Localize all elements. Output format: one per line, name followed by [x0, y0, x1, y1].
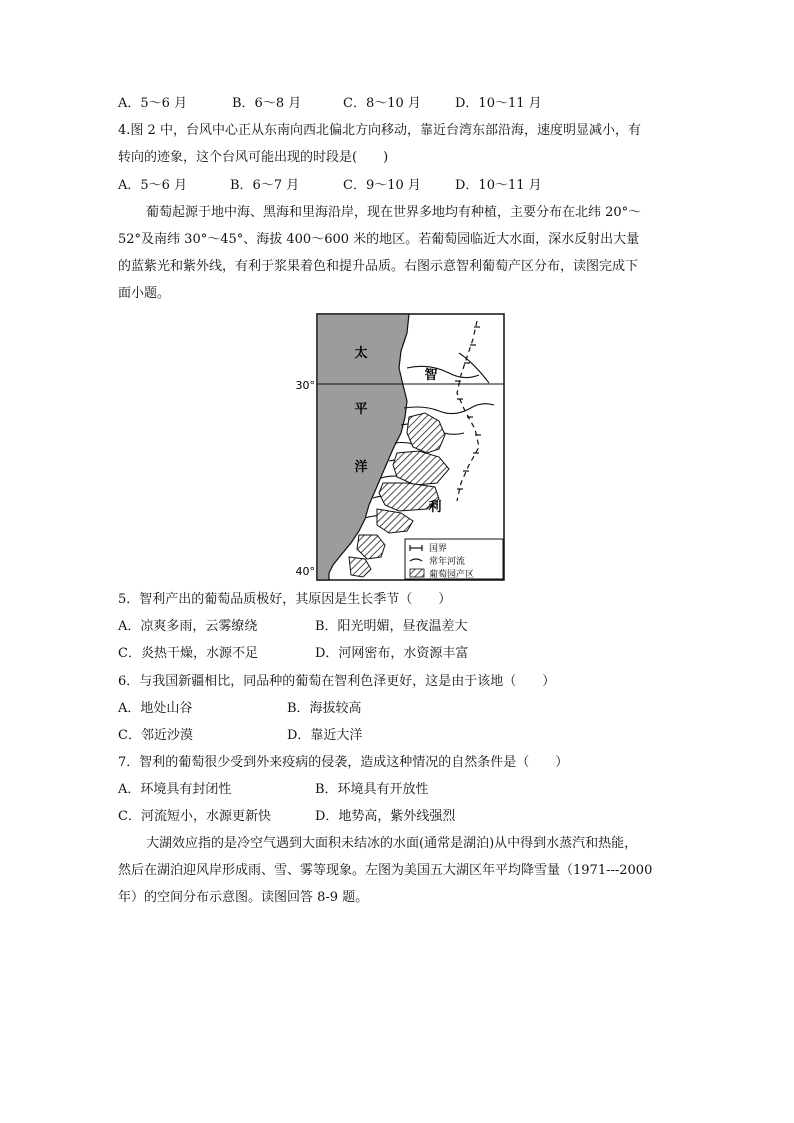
lake-intro-line2: 然后在湖泊迎风岸形成雨、雪、雾等现象。左图为美国五大湖区年平均降雪量（1971---2000: [118, 863, 653, 878]
grape-intro-line2: 52°及南纬 30°～45°、海拔 400～600 米的地区。若葡萄园临近大水面，深水反射出大量: [118, 232, 640, 247]
q6-option-b[interactable]: B．海拔较高: [287, 701, 362, 716]
q4-option-b[interactable]: B．6～7 月: [230, 178, 300, 193]
q5-option-b[interactable]: B．阳光明媚，昼夜温差大: [315, 619, 468, 634]
map-label-ocean-2: 平: [354, 402, 368, 417]
q7-option-b[interactable]: B．环境具有开放性: [315, 782, 429, 797]
q7-stem: 7．智利的葡萄很少受到外来疫病的侵袭，造成这种情况的自然条件是（ ）: [118, 755, 569, 770]
q7-option-a[interactable]: A．环境具有封闭性: [118, 782, 232, 797]
q6-option-a[interactable]: A．地处山谷: [118, 701, 193, 716]
q3-option-c[interactable]: C．8～10 月: [343, 96, 421, 111]
map-label-country-2: 利: [428, 500, 442, 515]
q5-stem: 5．智利产出的葡萄品质极好，其原因是生长季节（ ）: [118, 592, 452, 607]
q4-option-a[interactable]: A．5～6 月: [118, 178, 188, 193]
q7-option-c[interactable]: C．河流短小，水源更新快: [118, 809, 271, 824]
q5-option-c[interactable]: C．炎热干燥，水源不足: [118, 646, 258, 661]
q7-option-d[interactable]: D．地势高，紫外线强烈: [315, 809, 456, 824]
grape-intro-line4: 面小题。: [118, 286, 171, 301]
chile-vineyard-map: [289, 313, 507, 581]
q4-option-c[interactable]: C．9～10 月: [343, 178, 421, 193]
map-label-country-1: 智: [424, 368, 438, 383]
legend-river-label: 常年河流: [429, 557, 466, 567]
q3-option-b[interactable]: B．6～8 月: [232, 96, 302, 111]
q5-option-d[interactable]: D．河网密布，水资源丰富: [315, 646, 469, 661]
legend-vineyard-symbol: [410, 569, 424, 577]
q3-option-d[interactable]: D．10～11 月: [455, 96, 542, 111]
q5-option-a[interactable]: A．凉爽多雨，云雾缭绕: [118, 619, 258, 634]
legend-border-label: 国界: [429, 544, 448, 554]
q6-option-d[interactable]: D．靠近大洋: [287, 728, 363, 743]
latitude-label-40: 40°: [295, 565, 315, 578]
q4-option-d[interactable]: D．10～11 月: [455, 178, 542, 193]
latitude-label-30: 30°: [295, 379, 315, 392]
grape-intro-line3: 的蓝紫光和紫外线，有利于浆果着色和提升品质。右图示意智利葡萄产区分布，读图完成下: [118, 259, 639, 274]
q4-stem-line1: 4.图 2 中，台风中心正从东南向西北偏北方向移动，靠近台湾东部沿海，速度明显减小，有: [118, 123, 641, 138]
lake-intro-line1: 大湖效应指的是冷空气遇到大面积未结冰的水面(通常是湖泊)从中得到水蒸汽和热能，: [146, 836, 638, 851]
q3-option-a[interactable]: A．5～6 月: [118, 96, 188, 111]
q4-stem-line2: 转向的迹象，这个台风可能出现的时段是( ): [118, 150, 389, 165]
grape-intro-line1: 葡萄起源于地中海、黑海和里海沿岸，现在世界多地均有种植，主要分布在北纬 20°～: [146, 205, 642, 220]
q6-option-c[interactable]: C．邻近沙漠: [118, 728, 193, 743]
map-label-ocean-3: 洋: [354, 460, 368, 475]
legend-vineyard-label: 葡萄园产区: [429, 570, 475, 580]
lake-intro-line3: 年）的空间分布示意图。读图回答 8-9 题。: [118, 890, 369, 905]
map-label-ocean-1: 太: [354, 346, 368, 361]
q6-stem: 6．与我国新疆相比，同品种的葡萄在智利色泽更好，这是由于该地（ ）: [118, 674, 556, 689]
